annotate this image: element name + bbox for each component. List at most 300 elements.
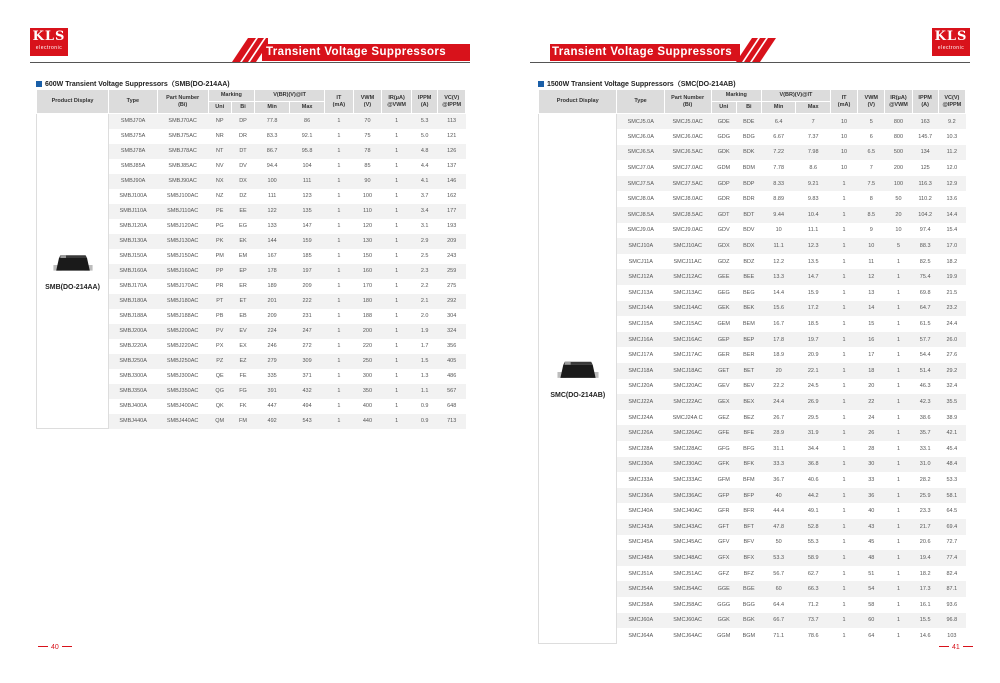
table-cell: 1	[382, 189, 412, 204]
table-cell: 1	[325, 114, 354, 129]
table-cell: 17.3	[912, 581, 938, 597]
table-cell: 125	[912, 160, 938, 176]
table-cell: GFE	[711, 425, 736, 441]
table-cell: 35.5	[938, 394, 965, 410]
table-cell: GGM	[711, 628, 736, 644]
table-cell: PV	[208, 324, 231, 339]
table-cell: 43	[858, 519, 885, 535]
table-cell: PT	[208, 294, 231, 309]
table-cell: EK	[231, 234, 254, 249]
col-type: Type	[617, 90, 664, 114]
table-cell: 18.9	[761, 347, 796, 363]
table-cell: PM	[208, 249, 231, 264]
table-cell: SMCJ15A	[617, 316, 664, 332]
table-cell: 1	[885, 628, 912, 644]
table-cell: 48.4	[938, 457, 965, 473]
col-max: Max	[796, 102, 831, 114]
table-cell: 116.3	[912, 176, 938, 192]
table-cell: 567	[438, 384, 466, 399]
table-cell: 144	[255, 234, 290, 249]
table-cell: SMBJ220A	[109, 339, 158, 354]
table-cell: SMCJ12A	[617, 269, 664, 285]
table-cell: SMCJ13A	[617, 285, 664, 301]
table-cell: SMCJ30A	[617, 457, 664, 473]
table-cell: 1	[885, 394, 912, 410]
table-cell: 110.2	[912, 191, 938, 207]
table-cell: BEV	[736, 379, 761, 395]
table-cell: 1	[830, 410, 857, 426]
table-cell: 14.4	[938, 207, 965, 223]
table-cell: 58.9	[796, 550, 831, 566]
table-cell: 20.9	[796, 347, 831, 363]
table-cell: 18	[858, 363, 885, 379]
table-cell: SMCJ12AC	[664, 269, 711, 285]
page-banner-title: Transient Voltage Suppressors	[262, 44, 470, 61]
component-package-image	[52, 252, 94, 278]
table-cell: SMCJ48AC	[664, 550, 711, 566]
table-cell: BDR	[736, 191, 761, 207]
table-cell: 1	[830, 269, 857, 285]
table-cell: SMCJ10AC	[664, 238, 711, 254]
table-cell: BDT	[736, 207, 761, 223]
table-cell: 1	[325, 354, 354, 369]
table-cell: 1	[382, 159, 412, 174]
table-cell: 100	[255, 174, 290, 189]
table-cell: SMCJ36AC	[664, 488, 711, 504]
table-cell: 405	[438, 354, 466, 369]
table-cell: BDG	[736, 129, 761, 145]
table-cell: 100	[353, 189, 382, 204]
table-cell: 7.78	[761, 160, 796, 176]
table-cell: 45.4	[938, 441, 965, 457]
table-cell: SMCJ14A	[617, 301, 664, 317]
table-cell: 222	[290, 294, 325, 309]
table-cell: SMCJ24A	[617, 410, 664, 426]
table-cell: 29.5	[796, 410, 831, 426]
table-cell: SMCJ17A	[617, 347, 664, 363]
table-cell: 1	[830, 238, 857, 254]
table-cell: 201	[255, 294, 290, 309]
table-cell: 1	[885, 379, 912, 395]
table-cell: 75.4	[912, 269, 938, 285]
product-display-cell	[539, 114, 617, 644]
table-cell: 0.9	[411, 414, 437, 429]
table-cell: SMBJ180A	[109, 294, 158, 309]
table-cell: 96.8	[938, 613, 965, 629]
table-cell: 209	[290, 279, 325, 294]
table-cell: 189	[255, 279, 290, 294]
table-cell: QK	[208, 399, 231, 414]
table-cell: 10	[885, 223, 912, 239]
section-square-icon	[538, 81, 544, 87]
table-cell: 1	[382, 399, 412, 414]
table-cell: 120	[353, 219, 382, 234]
table-cell: 1	[382, 339, 412, 354]
table-cell: 15.9	[796, 285, 831, 301]
table-cell: 15.4	[938, 223, 965, 239]
page-number: 41	[936, 644, 976, 651]
table-cell: PK	[208, 234, 231, 249]
table-cell: 147	[290, 219, 325, 234]
table-cell: 123	[290, 189, 325, 204]
table-cell: GFM	[711, 472, 736, 488]
table-cell: 1	[382, 129, 412, 144]
table-cell: 56.7	[761, 566, 796, 582]
table-cell: BDP	[736, 176, 761, 192]
col-type: Type	[109, 90, 158, 114]
table-cell: 1	[830, 613, 857, 629]
col-part-number: Part Number (Bi)	[664, 90, 711, 114]
table-cell: 648	[438, 399, 466, 414]
table-cell: 3.1	[411, 219, 437, 234]
table-cell: 13.5	[796, 254, 831, 270]
table-cell: 40	[761, 488, 796, 504]
table-cell: 543	[290, 414, 325, 429]
table-cell: 87.1	[938, 581, 965, 597]
table-cell: 6.67	[761, 129, 796, 145]
table-cell: 1	[830, 394, 857, 410]
col-ir: IR(μA) @VWM	[885, 90, 912, 114]
table-cell: 400	[353, 399, 382, 414]
table-cell: 94.4	[255, 159, 290, 174]
table-cell: 1	[325, 339, 354, 354]
table-cell: 14.6	[912, 628, 938, 644]
table-cell: 1	[885, 550, 912, 566]
table-cell: SMCJ43A	[617, 519, 664, 535]
col-marking: Marking	[711, 90, 761, 102]
table-cell: SMCJ7.5A	[617, 176, 664, 192]
table-cell: 1	[885, 597, 912, 613]
page-number: 40	[35, 644, 75, 651]
table-cell: 1	[382, 264, 412, 279]
col-it: IT (mA)	[830, 90, 857, 114]
table-cell: GDX	[711, 238, 736, 254]
table-cell: 7.5	[858, 176, 885, 192]
table-cell: 19.4	[912, 550, 938, 566]
table-cell: 54	[858, 581, 885, 597]
table-cell: 121	[438, 129, 466, 144]
table-cell: SMCJ45AC	[664, 535, 711, 551]
table-cell: SMBJ170AC	[157, 279, 208, 294]
table-cell: 11.1	[796, 223, 831, 239]
table-cell: 100	[885, 176, 912, 192]
table-cell: 335	[255, 369, 290, 384]
table-cell: 15	[858, 316, 885, 332]
table-cell: 492	[255, 414, 290, 429]
table-cell: 36	[858, 488, 885, 504]
table-cell: SMBJ70A	[109, 114, 158, 129]
table-cell: 1	[382, 384, 412, 399]
table-cell: 177	[438, 204, 466, 219]
table-cell: 58	[858, 597, 885, 613]
table-cell: 146	[438, 174, 466, 189]
table-cell: 78.6	[796, 628, 831, 644]
table-cell: GFK	[711, 457, 736, 473]
col-ippm: IPPM (A)	[411, 90, 437, 114]
table-cell: 64.7	[912, 301, 938, 317]
table-cell: 1	[325, 324, 354, 339]
table-cell: BEP	[736, 332, 761, 348]
table-cell: 8.6	[796, 160, 831, 176]
table-cell: SMCJ20AC	[664, 379, 711, 395]
table-cell: 29.2	[938, 363, 965, 379]
table-cell: EE	[231, 204, 254, 219]
table-cell: 33.1	[912, 441, 938, 457]
table-cell: SMBJ200A	[109, 324, 158, 339]
table-cell: SMCJ22A	[617, 394, 664, 410]
table-cell: 33	[858, 472, 885, 488]
table-cell: 1	[325, 264, 354, 279]
table-cell: 9.44	[761, 207, 796, 223]
table-cell: 35.7	[912, 425, 938, 441]
table-cell: 75	[353, 129, 382, 144]
table-cell: BEZ	[736, 410, 761, 426]
table-cell: 20.6	[912, 535, 938, 551]
table-cell: 88.3	[912, 238, 938, 254]
table-cell: DP	[231, 114, 254, 129]
table-cell: SMCJ30AC	[664, 457, 711, 473]
table-cell: SMBJ110AC	[157, 204, 208, 219]
col-max: Max	[290, 102, 325, 114]
table-cell: 60	[858, 613, 885, 629]
table-cell: SMCJ6.5AC	[664, 145, 711, 161]
col-bi: Bi	[231, 102, 254, 114]
section-square-icon	[36, 81, 42, 87]
table-cell: 23.3	[912, 503, 938, 519]
table-cell: 9.2	[938, 114, 965, 130]
table-cell: 5.3	[411, 114, 437, 129]
table-cell: 97.4	[912, 223, 938, 239]
table-cell: 162	[438, 189, 466, 204]
table-cell: 8	[858, 191, 885, 207]
table-cell: 15.5	[912, 613, 938, 629]
col-vwm: VWM (V)	[858, 90, 885, 114]
table-cell: 95.8	[290, 144, 325, 159]
table-cell: 12.3	[796, 238, 831, 254]
col-min: Min	[761, 102, 796, 114]
table-cell: 713	[438, 414, 466, 429]
table-cell: 21.5	[938, 285, 965, 301]
table-cell: SMBJ130A	[109, 234, 158, 249]
table-cell: GGE	[711, 581, 736, 597]
table-cell: 1	[885, 269, 912, 285]
table-cell: 500	[885, 145, 912, 161]
table-cell: 209	[255, 309, 290, 324]
smb-spec-table	[36, 89, 466, 429]
table-cell: 185	[290, 249, 325, 264]
table-cell: 104	[290, 159, 325, 174]
table-cell: SMCJ7.0AC	[664, 160, 711, 176]
table-cell: 64.4	[761, 597, 796, 613]
page-banner-title: Transient Voltage Suppressors	[550, 44, 740, 61]
table-cell: BET	[736, 363, 761, 379]
table-cell: 12.0	[938, 160, 965, 176]
table-cell: 178	[255, 264, 290, 279]
table-cell: PZ	[208, 354, 231, 369]
header-rule	[530, 62, 970, 63]
table-cell: 1	[382, 324, 412, 339]
table-cell: 167	[255, 249, 290, 264]
table-cell: GEZ	[711, 410, 736, 426]
table-cell: GDP	[711, 176, 736, 192]
table-cell: 85	[353, 159, 382, 174]
table-cell: SMBJ170A	[109, 279, 158, 294]
table-cell: 4.1	[411, 174, 437, 189]
table-cell: 122	[255, 204, 290, 219]
table-cell: 44.2	[796, 488, 831, 504]
table-cell: 1	[885, 613, 912, 629]
table-cell: EV	[231, 324, 254, 339]
table-cell: 70	[353, 114, 382, 129]
banner-stripes-decoration	[736, 38, 778, 62]
package-label: SMB(DO-214AA)	[45, 283, 100, 291]
table-cell: QM	[208, 414, 231, 429]
table-cell: 1	[830, 332, 857, 348]
table-cell: 1	[325, 309, 354, 324]
table-cell: 30	[858, 457, 885, 473]
table-cell: SMBJ188AC	[157, 309, 208, 324]
table-cell: 5	[885, 238, 912, 254]
table-cell: 93.6	[938, 597, 965, 613]
table-cell: 1	[885, 441, 912, 457]
table-cell: BFZ	[736, 566, 761, 582]
table-cell: 1	[885, 363, 912, 379]
table-cell: 44.4	[761, 503, 796, 519]
table-cell: GGK	[711, 613, 736, 629]
table-cell: BEG	[736, 285, 761, 301]
table-cell: 1	[382, 219, 412, 234]
table-cell: SMCJ16A	[617, 332, 664, 348]
table-cell: 309	[290, 354, 325, 369]
table-cell: FE	[231, 369, 254, 384]
table-cell: SMBJ250AC	[157, 354, 208, 369]
table-cell: 92.1	[290, 129, 325, 144]
table-cell: 1	[885, 425, 912, 441]
table-cell: GFG	[711, 441, 736, 457]
table-cell: SMBJ110A	[109, 204, 158, 219]
col-vbr: V(BR)(V)@IT	[761, 90, 830, 102]
table-cell: BGG	[736, 597, 761, 613]
table-cell: 17.2	[796, 301, 831, 317]
table-cell: 486	[438, 369, 466, 384]
table-cell: SMBJ90A	[109, 174, 158, 189]
table-cell: SMCJ40A	[617, 503, 664, 519]
table-cell: 1	[830, 363, 857, 379]
table-cell: 66.3	[796, 581, 831, 597]
table-cell: SMBJ400AC	[157, 399, 208, 414]
table-cell: 1	[830, 441, 857, 457]
table-cell: SMBJ75A	[109, 129, 158, 144]
table-cell: 3.4	[411, 204, 437, 219]
section-title: 600W Transient Voltage Suppressors（SMB(DO-214AA)	[36, 79, 230, 89]
table-cell: 1	[325, 144, 354, 159]
table-cell: BGE	[736, 581, 761, 597]
table-cell: SMBJ220AC	[157, 339, 208, 354]
table-cell: 10.4	[796, 207, 831, 223]
table-cell: 31.9	[796, 425, 831, 441]
table-cell: 31.1	[761, 441, 796, 457]
table-cell: SMCJ14AC	[664, 301, 711, 317]
table-cell: 1	[325, 129, 354, 144]
table-cell: 7.22	[761, 145, 796, 161]
table-row	[37, 114, 466, 129]
table-cell: BEM	[736, 316, 761, 332]
table-cell: 160	[353, 264, 382, 279]
table-cell: BFR	[736, 503, 761, 519]
table-cell: SMCJ40AC	[664, 503, 711, 519]
table-cell: SMBJ85A	[109, 159, 158, 174]
table-cell: 1	[885, 519, 912, 535]
table-cell: 9.83	[796, 191, 831, 207]
col-vc: VC(V) @IPPM	[438, 90, 466, 114]
table-cell: PR	[208, 279, 231, 294]
table-cell: 2.2	[411, 279, 437, 294]
table-cell: 1	[325, 399, 354, 414]
table-cell: 494	[290, 399, 325, 414]
table-cell: 10	[830, 145, 857, 161]
table-cell: EZ	[231, 354, 254, 369]
table-cell: 50	[885, 191, 912, 207]
table-cell: 1	[830, 176, 857, 192]
table-cell: 8.5	[858, 207, 885, 223]
table-cell: 20	[885, 207, 912, 223]
table-cell: EB	[231, 309, 254, 324]
table-cell: 1	[830, 379, 857, 395]
table-cell: SMCJ58AC	[664, 597, 711, 613]
kls-logo: KLS electronic	[30, 28, 68, 56]
page-right	[500, 0, 1000, 683]
table-cell: 27.6	[938, 347, 965, 363]
table-cell: SMCJ36A	[617, 488, 664, 504]
table-cell: 350	[353, 384, 382, 399]
table-cell: 1	[885, 254, 912, 270]
table-cell: 800	[885, 129, 912, 145]
table-cell: 1	[885, 566, 912, 582]
table-cell: 250	[353, 354, 382, 369]
table-cell: SMCJ26AC	[664, 425, 711, 441]
table-cell: SMBJ85AC	[157, 159, 208, 174]
table-cell: 1	[830, 223, 857, 239]
table-cell: PE	[208, 204, 231, 219]
table-cell: 6.5	[858, 145, 885, 161]
table-cell: BFM	[736, 472, 761, 488]
table-cell: EX	[231, 339, 254, 354]
col-uni: Uni	[208, 102, 231, 114]
table-cell: 6	[858, 129, 885, 145]
table-cell: GER	[711, 347, 736, 363]
table-cell: 13.6	[938, 191, 965, 207]
table-cell: SMCJ9.0AC	[664, 223, 711, 239]
table-cell: GEK	[711, 301, 736, 317]
table-cell: 159	[290, 234, 325, 249]
table-cell: 18.5	[796, 316, 831, 332]
table-cell: SMCJ43AC	[664, 519, 711, 535]
table-cell: 371	[290, 369, 325, 384]
table-cell: 26	[858, 425, 885, 441]
table-cell: NP	[208, 114, 231, 129]
table-cell: FK	[231, 399, 254, 414]
table-cell: PP	[208, 264, 231, 279]
table-cell: BEE	[736, 269, 761, 285]
col-min: Min	[255, 102, 290, 114]
col-ir: IR(μA) @VWM	[382, 90, 412, 114]
table-cell: GFP	[711, 488, 736, 504]
table-cell: 1	[382, 114, 412, 129]
table-cell: 1.7	[411, 339, 437, 354]
table-cell: 246	[255, 339, 290, 354]
table-cell: SMCJ18A	[617, 363, 664, 379]
table-cell: 3.7	[411, 189, 437, 204]
